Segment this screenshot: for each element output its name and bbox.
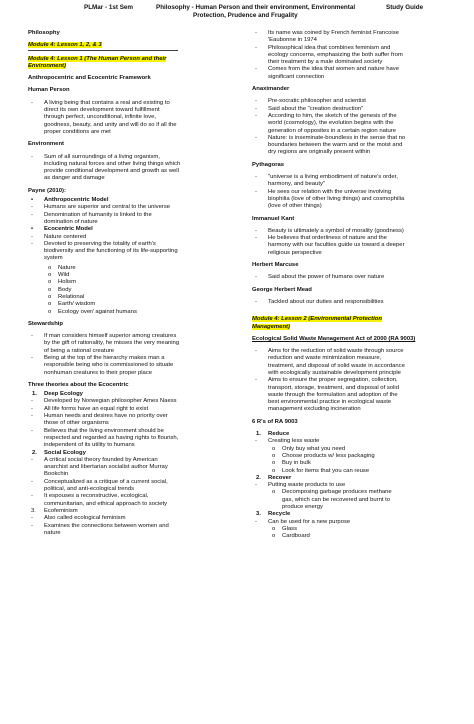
environment-heading: Environment xyxy=(28,141,65,148)
ra9003-heading: Ecological Solid Waste Management Act of 2000 (RA 9003) xyxy=(252,335,416,342)
list-item: - Also called ecological feminism xyxy=(31,515,126,522)
list-subitem: o Ecology over/ against humans xyxy=(48,308,137,315)
kant-heading: Immanuel Kant xyxy=(252,215,295,222)
list-subitem: o Cardboard xyxy=(272,533,310,540)
pythagoras-heading: Pythagoras xyxy=(252,161,285,168)
payne-heading: Payne (2010): xyxy=(28,187,66,194)
list-item: - Beauty is ultimately a symbol of morality (goodness) xyxy=(255,227,404,234)
three-theories-heading: Three theories about the Ecocentric xyxy=(28,381,129,388)
list-item: - Nature: is inseminate-boundless in the sense that no boundaries between the warm and or the moist and dry regions are originally present within xyxy=(255,134,406,156)
list-subitem: o Glass xyxy=(272,525,298,532)
list-item: - Aims to ensure the proper segregation, collection, transport, storage, treatment, and disposal of solid waste through the formulation and adoption of the best environmental practice in ecological waste management excluding incineration xyxy=(255,377,399,413)
header-title-line1: Philosophy - Human Person and their environment, Environmental xyxy=(156,4,356,11)
list-item: - He believes that orderliness of nature and the harmony with our faculties guide us toward a deeper religious perspective xyxy=(255,235,405,256)
human-person-heading: Human Person xyxy=(28,87,70,94)
list-item: - If man considers himself superior among creatures by the gift of rationality, he misses the very meaning of being a rational creature xyxy=(31,333,180,354)
page-header xyxy=(0,4,474,24)
reduce-heading: 1. Reduce xyxy=(256,431,290,438)
list-subitem: o Choose products w/ less packaging xyxy=(272,452,375,459)
recover-heading: 2. Recover xyxy=(256,474,292,481)
list-item: - Comes from the idea that women and nature have significant connection xyxy=(255,66,399,80)
marcuse-heading: Herbert Marcuse xyxy=(252,262,299,269)
deep-ecology-heading: 1. Deep Ecology xyxy=(32,391,83,398)
list-subitem: o Wild xyxy=(48,272,70,279)
left-column xyxy=(28,30,226,537)
list-item: - Denomination of humanity is linked to the domination of nature xyxy=(31,211,152,225)
list-item: - A critical social theory founded by American anarchist and libertarian socialist author Murray Bookchin xyxy=(31,456,168,478)
list-item: - Philosophical idea that combines feminism and ecology concerns, emphasizing the both suffer from their treatment by a male dominated society xyxy=(255,44,403,66)
list-subitem: o Look for items that you can reuse xyxy=(272,467,370,474)
list-item: - Developed by Norwegian philosopher Ames Naess xyxy=(31,398,177,405)
list-subitem: o Relational xyxy=(48,293,85,300)
mead-heading: George Herbert Mead xyxy=(252,286,312,293)
module-lessons-heading: Module 4: Lesson 1, 2, & 3 xyxy=(28,42,178,50)
right-column xyxy=(252,30,457,541)
list-subitem: o Decomposing garbage produces methane gas, which can be recovered and burnt to produce energy xyxy=(272,489,392,511)
list-subitem: o Buy in bulk xyxy=(272,460,311,467)
six-rs-heading: 6 R's of RA 9003 xyxy=(252,418,298,425)
list-item: - Humans are superior and central to the universe xyxy=(31,204,171,211)
recycle-heading: 3. Recycle xyxy=(256,511,291,518)
list-subitem: o Earth/ wisdom xyxy=(48,301,96,308)
header-course: PLMar - 1st Sem xyxy=(84,4,133,11)
list-subitem: o Holism xyxy=(48,279,76,286)
list-item: - Its name was coined by French feminist Francoise 'Eaubonne in 1974 xyxy=(255,30,399,44)
list-item: - Aims for the reduction of solid waste through source reduction and waste minimization measure, treatment, and disposal of solid waste in accordance with ecologically sustainable development principle xyxy=(255,348,405,376)
anthropocentric-model-heading: • Anthropocentric Model xyxy=(31,197,109,204)
list-item: - Being at the top of the hierarchy makes man a responsible being who is commissioned to situate nonhuman creatures to their proper place xyxy=(31,354,174,376)
list-item: - Can be used for a new purpose xyxy=(255,518,351,525)
list-item: - Conceptualized as a critique of a current social, political, and anti-ecological trends xyxy=(31,478,168,493)
anaximander-heading: Anaximander xyxy=(252,86,290,93)
list-item: - Nature centered xyxy=(31,233,87,240)
list-item: - He sees our relation with the universe involving biophilia (love of other living things) and cosmophilia (love of other things) xyxy=(255,188,405,210)
ecofeminism-heading: 3. Ecofeminism xyxy=(31,507,78,514)
list-item: - Pre-socratic philosopher and scientist xyxy=(255,98,366,105)
list-item: - All life forms have an equal right to exist xyxy=(31,405,149,412)
framework-heading: Anthropocentric and Ecocentric Framework xyxy=(28,75,151,82)
list-item: - Devoted to preserving the totality of earth's biodiversity and the functioning of its life-supporting system xyxy=(31,240,178,262)
human-person-definition: - A living being that contains a real and existing to direct its own development toward fulfillment through perfect, unconditional, infinite love, goodness, beauty, and unity and will do so if all the proper conditions are met xyxy=(31,99,177,135)
list-item: - Believes that the living environment should be respected and regarded as having rights to flourish, independent of its utility to humans xyxy=(31,427,179,449)
list-item: - Examines the connections between women and nature xyxy=(31,522,169,536)
section-philosophy: Philosophy xyxy=(28,30,60,36)
list-item: - Tackled about our duties and responsibilities xyxy=(255,298,384,305)
list-item: - Putting waste products to use xyxy=(255,482,346,489)
list-item: - Said about the power of humans over nature xyxy=(255,274,385,281)
header-title-line2: Protection, Prudence and Frugality xyxy=(193,11,298,19)
list-item: - Creating less waste xyxy=(255,438,320,445)
stewardship-heading: Stewardship xyxy=(28,320,64,327)
environment-definition: - Sum of all surroundings of a living organism, including natural forces and other living things which provide conditional development and growth as well as danger and damage xyxy=(31,153,181,182)
list-item: - Said about the "creation destruction" xyxy=(255,105,364,112)
list-subitem: o Only buy what you need xyxy=(272,445,346,452)
list-item: - According to him, the sketch of the genesis of the world (cosmology), the evolution begins with the generation of opposites in a certain region nature xyxy=(255,112,397,134)
list-item: - "universe is a living embodiment of nature's order, harmony, and beauty" xyxy=(255,174,398,188)
module-lesson2-heading: Module 4: Lesson 2 (Environmental Protection Management) xyxy=(252,316,382,330)
list-item: - It espouses a reconstructive, ecological, communitarian, and ethical approach to society xyxy=(31,493,168,507)
ecocentric-model-heading: • Ecocentric Model xyxy=(31,226,93,233)
list-item: - Human needs and desires have no priority over those of other organisms xyxy=(31,413,168,427)
list-subitem: o Nature xyxy=(48,264,76,271)
module-lesson1-heading: Module 4: Lesson 1 (The Human Person and their Environment) xyxy=(28,55,167,69)
social-ecology-heading: 2. Social Ecology xyxy=(32,449,86,456)
header-study-guide: Study Guide xyxy=(386,4,424,11)
list-subitem: o Body xyxy=(48,286,72,293)
